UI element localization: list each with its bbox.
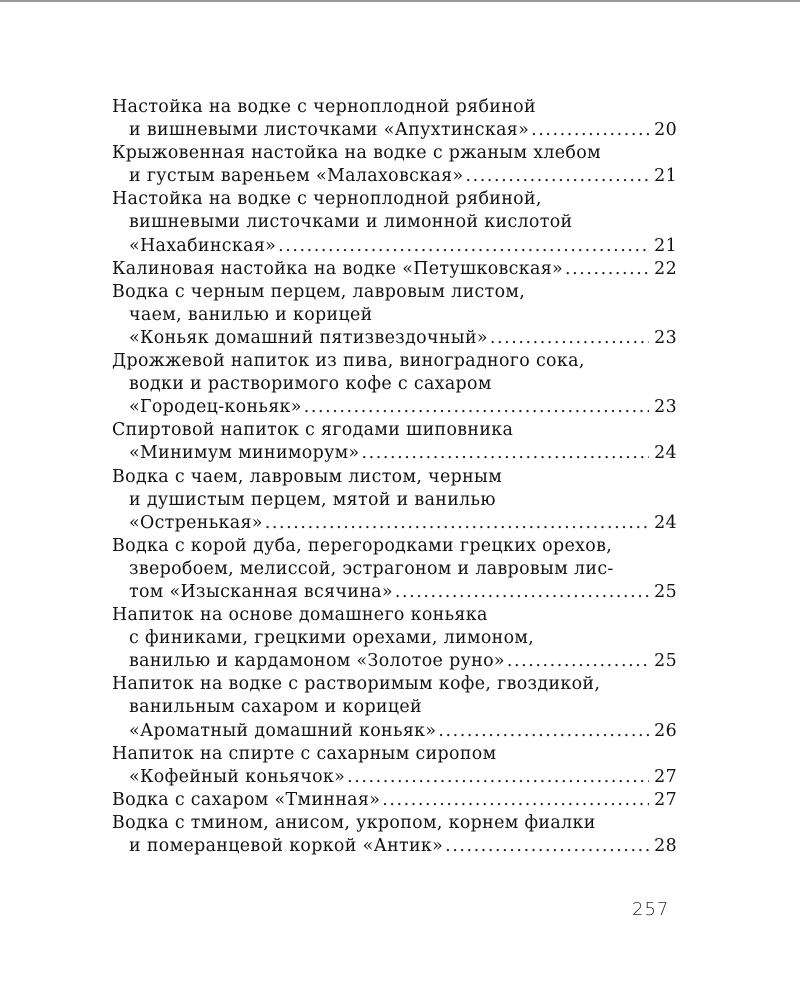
toc-entry-title-line: Крыжовенная настойка на водке с ржаным хлебом [112, 143, 601, 164]
toc-entry-final-line [112, 258, 677, 281]
toc-page-number: 20 [654, 120, 677, 141]
toc-entry [112, 812, 677, 858]
table-of-contents [112, 96, 677, 858]
toc-entry-title-end: и вишневыми листочками «Апухтинская» [129, 120, 530, 141]
toc-entry-final-line [112, 119, 677, 142]
toc-entry-title-end: том «Изысканная всячина» [129, 581, 393, 602]
toc-entry-title-end: и померанцевой коркой «Антик» [129, 836, 444, 856]
toc-entry [112, 673, 677, 742]
toc-entry-title-line: ванильным сахаром и корицей [129, 697, 422, 718]
toc-entry-final-line [112, 835, 677, 858]
toc-entry-title-line: Настойка на водке с черноплодной рябиной, [112, 189, 542, 210]
toc-entry-title-end: «Коньяк домашний пятизвездочный» [129, 327, 488, 348]
toc-entry-title-line: вишневыми листочками и лимонной кислотой [129, 212, 573, 233]
toc-entry-title-line: Водка с черным перцем, лавровым листом, [112, 281, 526, 302]
toc-entry [112, 419, 677, 465]
toc-entry-title-line: Настойка на водке с черноплодной рябиной [112, 97, 536, 117]
toc-entry-final-line [112, 581, 677, 604]
toc-entry-final-line [112, 766, 677, 789]
toc-entry-title-end: «Ароматный домашний коньяк» [129, 720, 437, 741]
toc-entry-final-line [112, 512, 677, 535]
toc-entry-title-line: водки и растворимого кофе с сахаром [129, 374, 492, 395]
toc-page-number: 24 [654, 443, 677, 464]
toc-entry-final-line [112, 396, 677, 419]
toc-page-number: 28 [654, 836, 677, 856]
toc-entry-final-line [112, 442, 677, 465]
toc-entry-final-line [112, 789, 677, 812]
toc-entry [112, 789, 677, 812]
toc-entry-title-end: «Кофейный коньячок» [129, 766, 346, 787]
toc-entry [112, 535, 677, 604]
toc-page-number: 24 [654, 512, 677, 533]
dot-leader [304, 396, 649, 419]
dot-leader [445, 835, 649, 858]
toc-entry-title-end: «Городец-коньяк» [129, 397, 302, 418]
toc-page-number: 23 [654, 327, 677, 348]
toc-entry-title-end: Калиновая настойка на водке «Петушковская» [112, 258, 564, 279]
toc-entry-final-line [112, 720, 677, 743]
toc-entry-title-end: «Остренькая» [129, 512, 263, 533]
toc-page-number: 27 [654, 789, 677, 810]
page-number: 257 [632, 899, 670, 920]
toc-entry-title-line: Водка с тмином, анисом, укропом, корнем фиалки [112, 812, 596, 833]
dot-leader [465, 165, 649, 188]
toc-entry-title-line: Дрожжевой напиток из пива, виноградного сока, [112, 351, 585, 372]
toc-entry-title-line: чаем, ванилью и корицей [129, 304, 373, 325]
toc-entry-title-line: и душистым перцем, мятой и ванилью [129, 489, 496, 510]
dot-leader [395, 581, 649, 604]
toc-entry [112, 258, 677, 281]
toc-page-number: 22 [654, 258, 677, 279]
toc-entry-title-end: и густым вареньем «Малаховская» [129, 166, 464, 187]
toc-entry-final-line [112, 235, 677, 258]
toc-page-number: 21 [654, 235, 677, 256]
top-border [0, 0, 800, 2]
toc-entry-title-line: Напиток на водке с растворимым кофе, гвоздикой, [112, 674, 601, 695]
toc-entry [112, 142, 677, 188]
toc-page-number: 21 [654, 166, 677, 187]
dot-leader [347, 766, 649, 789]
toc-entry-title-line: Напиток на основе домашнего коньяка [112, 605, 488, 626]
toc-entry [112, 188, 677, 257]
toc-entry-final-line [112, 165, 677, 188]
dot-leader [382, 789, 649, 812]
toc-entry-final-line [112, 327, 677, 350]
dot-leader [438, 720, 649, 743]
toc-entry [112, 466, 677, 535]
toc-entry-title-line: Водка с корой дуба, перегородками грецких орехов, [112, 535, 613, 556]
toc-entry-title-end: «Минимум миниморум» [129, 443, 360, 464]
toc-entry [112, 350, 677, 419]
toc-entry-title-end: ванилью и кардамоном «Золотое руно» [129, 651, 505, 672]
dot-leader [265, 512, 649, 535]
dot-leader [278, 235, 649, 258]
dot-leader [565, 258, 649, 281]
toc-page-number: 26 [654, 720, 677, 741]
toc-entry-title-line: Водка с чаем, лавровым листом, черным [112, 466, 503, 487]
toc-entry-title-line: Спиртовой напиток с ягодами шиповника [112, 420, 514, 441]
dot-leader [507, 650, 649, 673]
toc-entry-title-line: Напиток на спирте с сахарным сиропом [112, 743, 497, 764]
toc-page-number: 23 [654, 397, 677, 418]
toc-entry-final-line [112, 650, 677, 673]
toc-entry-title-end: «Нахабинская» [129, 235, 277, 256]
toc-entry-title-end: Водка с сахаром «Тминная» [112, 789, 381, 810]
dot-leader [490, 327, 649, 350]
toc-page-number: 27 [654, 766, 677, 787]
toc-entry-title-line: зверобоем, мелиссой, эстрагоном и лавровым лис- [129, 558, 614, 579]
toc-page-number: 25 [654, 651, 677, 672]
toc-entry [112, 604, 677, 673]
toc-entry [112, 96, 677, 142]
toc-entry-title-line: с финиками, грецкими орехами, лимоном, [129, 628, 535, 649]
toc-entry [112, 743, 677, 789]
dot-leader [531, 119, 649, 142]
dot-leader [362, 442, 649, 465]
toc-entry [112, 281, 677, 350]
toc-page-number: 25 [654, 581, 677, 602]
